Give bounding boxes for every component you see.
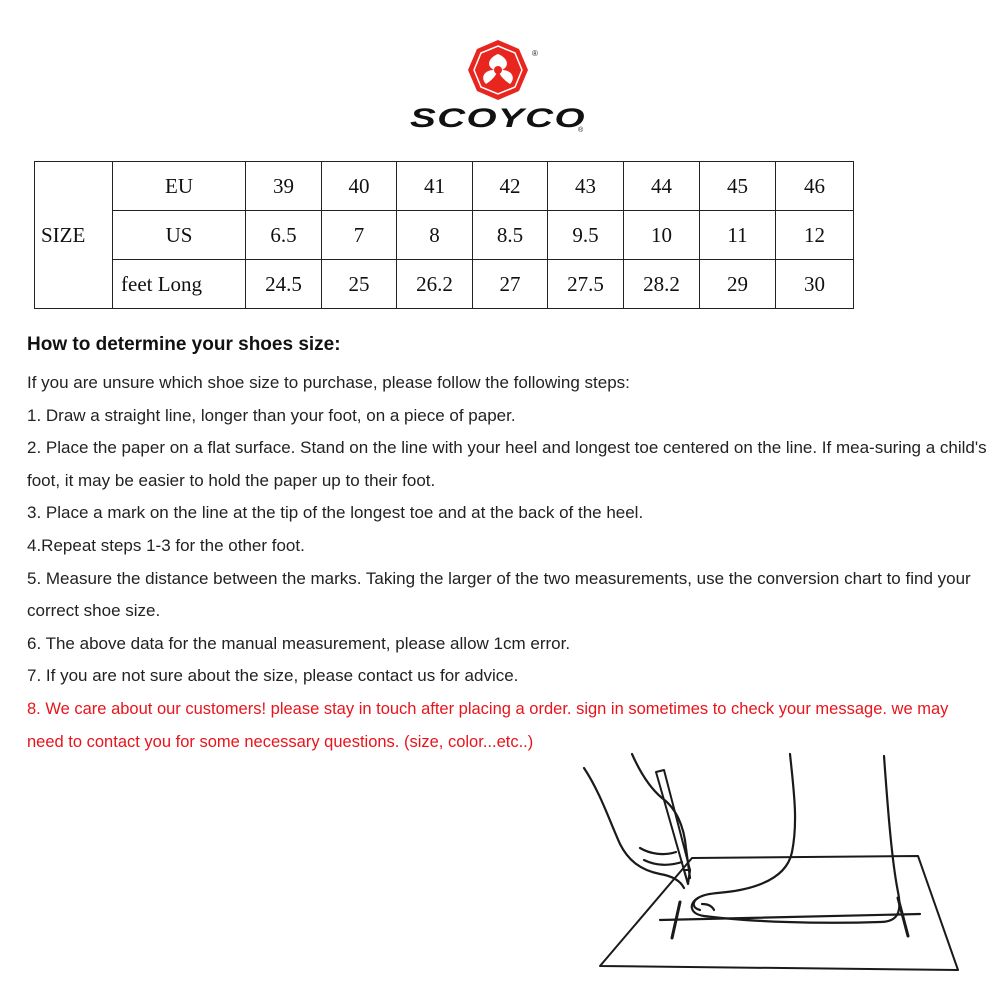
- table-row-us: [35, 211, 854, 260]
- table-cell: 41: [397, 162, 473, 211]
- size-chart-table: [34, 161, 854, 309]
- instruction-step: 2. Place the paper on a flat surface. Stand on the line with your heel and longest toe centered on the line. If mea-suring a child's foot, it may be easier to hold the paper up to their foot.: [27, 438, 987, 490]
- instruction-step: 1. Draw a straight line, longer than your foot, on a piece of paper.: [27, 405, 516, 425]
- table-cell: 7: [322, 211, 397, 260]
- scoyco-logo: [398, 36, 598, 136]
- table-cell: 46: [776, 162, 854, 211]
- table-cell: 40: [322, 162, 397, 211]
- table-cell: 25: [322, 260, 397, 309]
- table-cell: 27.5: [548, 260, 624, 309]
- row-label-us: US: [113, 211, 246, 260]
- instructions-section: [27, 331, 987, 758]
- table-cell: 29: [700, 260, 776, 309]
- customer-care-note: 8. We care about our customers! please stay in touch after placing a order. sign in sometimes to check your message. we may need to contact you for some necessary questions. (size, color...etc..): [27, 699, 949, 751]
- table-row-feet-long: [35, 260, 854, 309]
- table-cell: 30: [776, 260, 854, 309]
- table-cell: 8: [397, 211, 473, 260]
- table-cell: 6.5: [246, 211, 322, 260]
- row-label-eu: EU: [113, 162, 246, 211]
- table-cell: 44: [624, 162, 700, 211]
- table-cell: 42: [473, 162, 548, 211]
- table-cell: 43: [548, 162, 624, 211]
- instruction-step: 6. The above data for the manual measurement, please allow 1cm error.: [27, 633, 571, 653]
- table-cell: 24.5: [246, 260, 322, 309]
- table-cell: 39: [246, 162, 322, 211]
- size-label: SIZE: [35, 162, 113, 309]
- table-cell: 10: [624, 211, 700, 260]
- table-cell: 8.5: [473, 211, 548, 260]
- row-label-feet-long: feet Long: [113, 260, 246, 309]
- table-cell: 12: [776, 211, 854, 260]
- table-cell: 9.5: [548, 211, 624, 260]
- table-row-eu: [35, 162, 854, 211]
- table-cell: 11: [700, 211, 776, 260]
- instruction-step: 5. Measure the distance between the marks. Taking the larger of the two measurements, use the conversion chart to find your correct shoe size.: [27, 568, 971, 621]
- instruction-step: 3. Place a mark on the line at the tip of the longest toe and at the back of the heel.: [27, 503, 644, 523]
- table-cell: 28.2: [624, 260, 700, 309]
- scoyco-emblem-icon: [468, 40, 528, 100]
- instructions-intro: If you are unsure which shoe size to purchase, please follow the following steps:: [27, 373, 630, 392]
- table-cell: 26.2: [397, 260, 473, 309]
- instruction-step: 4.Repeat steps 1-3 for the other foot.: [27, 535, 305, 555]
- instructions-heading: How to determine your shoes size:: [27, 334, 341, 355]
- registered-mark-top: ®: [532, 49, 538, 58]
- table-cell: 27: [473, 260, 548, 309]
- table-cell: 45: [700, 162, 776, 211]
- instruction-step: 7. If you are not sure about the size, please contact us for advice.: [27, 666, 519, 686]
- registered-mark-bottom: ®: [578, 127, 584, 134]
- brand-wordmark: SCOYCO: [410, 103, 586, 133]
- foot-measurement-illustration-icon: [580, 752, 980, 992]
